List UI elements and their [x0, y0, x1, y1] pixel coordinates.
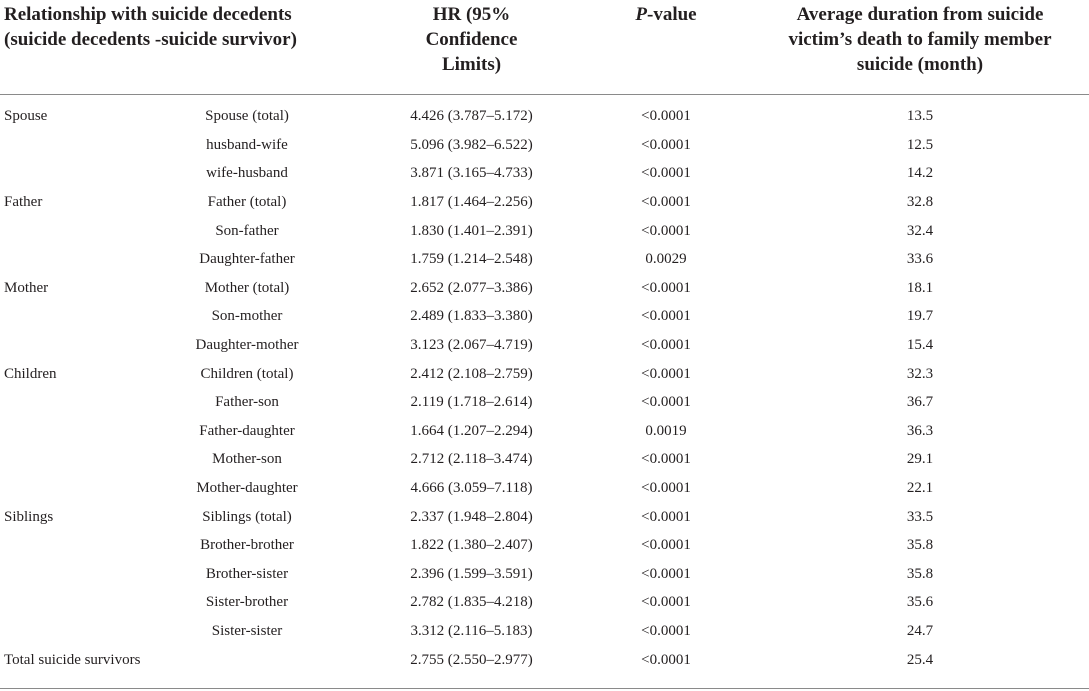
cell-relationship-pair: Son-mother — [211, 308, 283, 325]
cell-relationship-group: Siblings — [4, 508, 54, 525]
table-row — [0, 646, 1089, 675]
cell-relationship-pair: Father (total) — [207, 194, 287, 211]
cell-average-duration: 32.4 — [906, 222, 934, 239]
cell-hazard-ratio: 1.664 (1.207–2.294) — [410, 422, 533, 439]
cell-p-value: <0.0001 — [641, 108, 691, 125]
cell-hazard-ratio: 1.759 (1.214–2.548) — [410, 251, 533, 268]
table-row — [0, 560, 1089, 589]
cell-hazard-ratio: 2.396 (1.599–3.591) — [410, 565, 533, 582]
cell-p-value: <0.0001 — [641, 279, 691, 296]
cell-average-duration: 12.5 — [906, 136, 934, 153]
table-row — [0, 217, 1089, 246]
cell-relationship-pair: Mother-daughter — [196, 480, 298, 497]
cell-hazard-ratio: 4.426 (3.787–5.172) — [410, 108, 533, 125]
cell-relationship-pair: Father-son — [215, 394, 279, 411]
cell-average-duration: 35.6 — [906, 594, 934, 611]
header-relationship — [0, 0, 362, 94]
table-row — [0, 331, 1089, 360]
table-row — [0, 245, 1089, 274]
cell-hazard-ratio: 2.652 (2.077–3.386) — [410, 279, 533, 296]
cell-relationship-group: Spouse — [4, 108, 48, 125]
cell-hazard-ratio: 3.871 (3.165–4.733) — [410, 165, 533, 182]
cell-hazard-ratio: 1.822 (1.380–2.407) — [410, 537, 533, 554]
cell-hazard-ratio: 4.666 (3.059–7.118) — [410, 480, 533, 497]
cell-p-value: <0.0001 — [641, 565, 691, 582]
cell-p-value: <0.0001 — [641, 337, 691, 354]
cell-relationship-pair: Son-father — [215, 222, 279, 239]
header-p-italic: P — [635, 4, 647, 25]
header-relationship-line1: Relationship with suicide decedents — [4, 4, 292, 25]
cell-average-duration: 33.6 — [906, 251, 934, 268]
table-row — [0, 303, 1089, 332]
cell-relationship-pair: Daughter-father — [199, 251, 295, 268]
header-duration-line2: victim’s death to family member — [788, 29, 1052, 50]
cell-relationship-pair: Brother-brother — [200, 537, 294, 554]
cell-relationship-pair: Sister-sister — [211, 622, 283, 639]
header-average-duration — [751, 0, 1089, 94]
cell-p-value: <0.0001 — [641, 451, 691, 468]
table-row — [0, 503, 1089, 532]
cell-hazard-ratio: 2.412 (2.108–2.759) — [410, 365, 533, 382]
cell-hazard-ratio: 3.123 (2.067–4.719) — [410, 337, 533, 354]
cell-average-duration: 32.8 — [906, 194, 934, 211]
cell-relationship-pair: Brother-sister — [205, 565, 289, 582]
cell-relationship-pair: Mother (total) — [204, 279, 290, 296]
cell-relationship-pair: Siblings (total) — [202, 508, 292, 525]
cell-p-value: <0.0001 — [641, 594, 691, 611]
cell-p-value: <0.0001 — [641, 480, 691, 497]
table-row — [0, 617, 1089, 646]
cell-average-duration: 13.5 — [906, 108, 934, 125]
cell-p-value: <0.0001 — [641, 394, 691, 411]
table-bottom-rule — [0, 688, 1089, 689]
cell-p-value: <0.0001 — [641, 365, 691, 382]
cell-relationship-pair: Daughter-mother — [195, 337, 299, 354]
table-row — [0, 531, 1089, 560]
table-row — [0, 131, 1089, 160]
cell-hazard-ratio: 2.712 (2.118–3.474) — [410, 451, 533, 468]
cell-hazard-ratio: 2.119 (1.718–2.614) — [410, 394, 533, 411]
cell-hazard-ratio: 5.096 (3.982–6.522) — [410, 136, 533, 153]
header-p-value — [581, 0, 751, 94]
header-hr-line1: HR (95% — [432, 4, 511, 25]
table-row — [0, 360, 1089, 389]
cell-relationship-pair: Mother-son — [212, 451, 282, 468]
header-hr-line2: Confidence — [425, 29, 518, 50]
cell-hazard-ratio: 2.337 (1.948–2.804) — [410, 508, 533, 525]
table-row — [0, 589, 1089, 618]
cell-average-duration: 35.8 — [906, 565, 934, 582]
cell-average-duration: 25.4 — [906, 651, 934, 668]
header-row — [0, 0, 1089, 94]
cell-average-duration: 29.1 — [906, 451, 934, 468]
cell-average-duration: 36.3 — [906, 422, 934, 439]
cell-relationship-pair: Sister-brother — [205, 594, 289, 611]
cell-average-duration: 33.5 — [906, 508, 934, 525]
cell-average-duration: 35.8 — [906, 537, 934, 554]
cell-relationship-pair: Children (total) — [200, 365, 294, 382]
cell-average-duration: 18.1 — [906, 279, 934, 296]
table-row — [0, 474, 1089, 503]
header-relationship-line2: (suicide decedents -suicide survivor) — [4, 29, 297, 50]
header-hr-line3: Limits) — [441, 54, 502, 75]
table-row — [0, 417, 1089, 446]
cell-average-duration: 22.1 — [906, 480, 934, 497]
cell-p-value: <0.0001 — [641, 651, 691, 668]
cell-hazard-ratio: 2.489 (1.833–3.380) — [410, 308, 533, 325]
cell-average-duration: 14.2 — [906, 165, 934, 182]
cell-relationship-pair: wife-husband — [206, 165, 288, 182]
cell-p-value: <0.0001 — [641, 308, 691, 325]
cell-hazard-ratio: 3.312 (2.116–5.183) — [410, 622, 533, 639]
table-row — [0, 160, 1089, 189]
cell-average-duration: 32.3 — [906, 365, 934, 382]
cell-p-value: <0.0001 — [641, 136, 691, 153]
cell-average-duration: 24.7 — [906, 622, 934, 639]
cell-p-value: <0.0001 — [641, 194, 691, 211]
cell-relationship-pair: Father-daughter — [199, 422, 295, 439]
table-row — [0, 446, 1089, 475]
table-row — [0, 94, 1089, 131]
cell-average-duration: 19.7 — [906, 308, 934, 325]
cell-p-value: <0.0001 — [641, 537, 691, 554]
cell-p-value: <0.0001 — [641, 508, 691, 525]
cell-hazard-ratio: 2.755 (2.550–2.977) — [410, 651, 533, 668]
cell-relationship-group: Father — [4, 194, 43, 211]
cell-hazard-ratio: 1.817 (1.464–2.256) — [410, 194, 533, 211]
cell-hazard-ratio: 2.782 (1.835–4.218) — [410, 594, 533, 611]
cell-hazard-ratio: 1.830 (1.401–2.391) — [410, 222, 533, 239]
table-row — [0, 388, 1089, 417]
table-header — [0, 0, 1089, 94]
cell-relationship-group: Mother — [4, 279, 49, 296]
table-body — [0, 94, 1089, 674]
cell-p-value: 0.0019 — [645, 422, 687, 439]
cell-relationship-pair — [186, 646, 308, 675]
cell-relationship-pair: husband-wife — [206, 136, 288, 153]
cell-average-duration: 36.7 — [906, 394, 934, 411]
header-hazard-ratio — [362, 0, 581, 94]
header-duration-line3: suicide (month) — [856, 54, 984, 75]
cell-relationship-group: Total suicide survivors — [4, 651, 141, 668]
table-row — [0, 274, 1089, 303]
cell-p-value: <0.0001 — [641, 622, 691, 639]
table-row — [0, 188, 1089, 217]
cell-average-duration: 15.4 — [906, 337, 934, 354]
cell-p-value: <0.0001 — [641, 222, 691, 239]
cell-p-value: 0.0029 — [645, 251, 687, 268]
header-p-rest: -value — [647, 4, 697, 25]
cell-p-value: <0.0001 — [641, 165, 691, 182]
header-duration-line1: Average duration from suicide — [796, 4, 1044, 25]
cell-relationship-pair: Spouse (total) — [205, 108, 289, 125]
cell-relationship-group: Children — [4, 365, 57, 382]
